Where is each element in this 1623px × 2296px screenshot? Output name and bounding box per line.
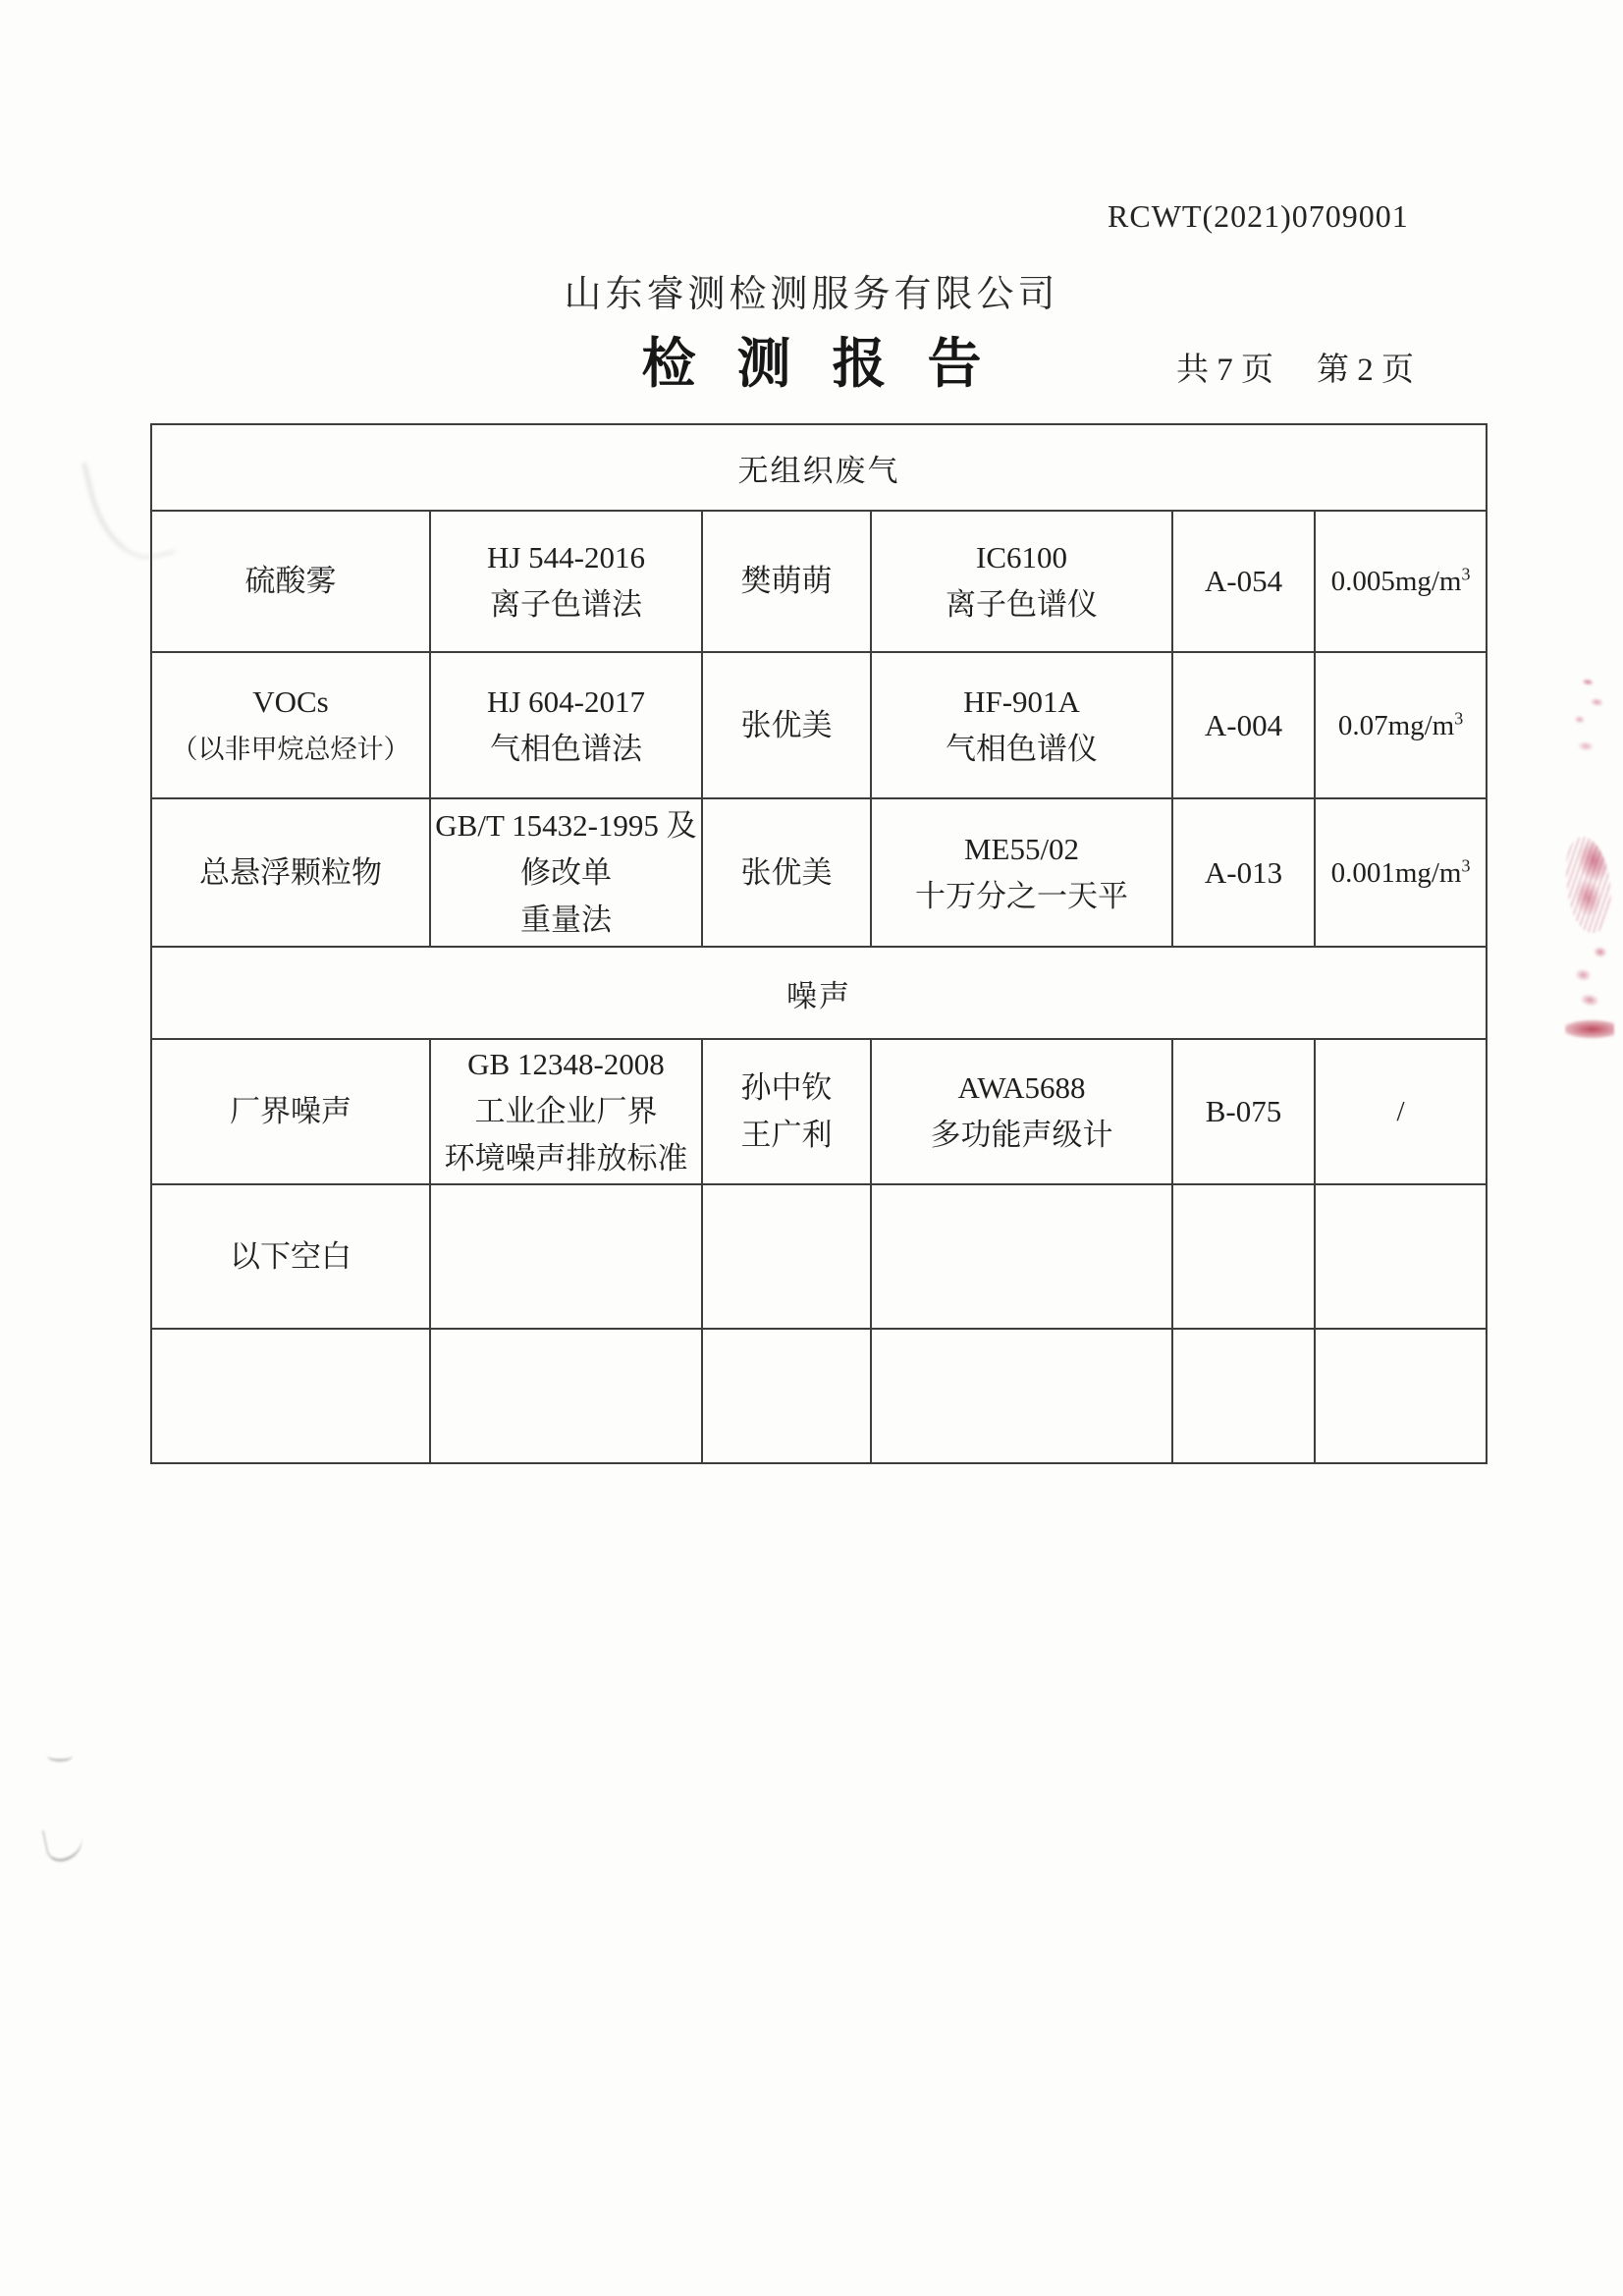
total-pages-label: 共 7 页 — [1176, 353, 1273, 388]
stamp-fragment-icon — [1562, 936, 1616, 1020]
section-label: 噪声 — [151, 947, 1487, 1039]
cell-instrument: AWA5688 多功能声级计 — [871, 1039, 1172, 1184]
cell-method: GB 12348-2008 工业企业厂界 环境噪声排放标准 — [430, 1039, 702, 1184]
cell-item — [151, 1329, 430, 1463]
cell-result — [1315, 1184, 1487, 1329]
cell-instrument-no: B-075 — [1172, 1039, 1315, 1184]
cell-method — [430, 1184, 702, 1329]
table-row — [151, 511, 1487, 652]
cell-instrument-no — [1172, 1184, 1315, 1329]
table-row — [151, 798, 1487, 947]
cell-result: $0.005mg/m^3$ — [1315, 511, 1487, 652]
cell-item: 总悬浮颗粒物 — [151, 798, 430, 947]
cell-item: 以下空白 — [151, 1184, 430, 1329]
cell-item: VOCs （以非甲烷总烃计） — [151, 652, 430, 798]
cell-instrument: ME55/02 十万分之一天平 — [871, 798, 1172, 947]
stamp-fragment-icon — [1562, 835, 1615, 935]
cell-result — [1315, 1329, 1487, 1463]
cell-instrument-no: A-004 — [1172, 652, 1315, 798]
table-row — [151, 1039, 1487, 1184]
current-page-label: 第 2 页 — [1317, 353, 1414, 388]
cell-method — [430, 1329, 702, 1463]
cell-instrument-no: A-013 — [1172, 798, 1315, 947]
report-table — [150, 423, 1488, 1464]
section-row — [151, 424, 1487, 511]
table-row — [151, 1184, 1487, 1329]
cell-item: 硫酸雾 — [151, 511, 430, 652]
cell-instrument-no — [1172, 1329, 1315, 1463]
cell-method: HJ 544-2016 离子色谱法 — [430, 511, 702, 652]
cell-result: $0.001mg/m^3$ — [1315, 798, 1487, 947]
cell-analyst: 孙中钦 王广利 — [702, 1039, 871, 1184]
cell-analyst — [702, 1329, 871, 1463]
pagination — [1176, 344, 1414, 390]
section-row — [151, 947, 1487, 1039]
cell-analyst: 张优美 — [702, 652, 871, 798]
stamp-fragment-icon — [1565, 1017, 1614, 1041]
cell-analyst — [702, 1184, 871, 1329]
scan-mark-bottom-left-1 — [47, 1750, 73, 1762]
table-body — [151, 424, 1487, 1463]
cell-result: $0.07mg/m^3$ — [1315, 652, 1487, 798]
cell-analyst: 樊萌萌 — [702, 511, 871, 652]
cell-instrument-no: A-054 — [1172, 511, 1315, 652]
cell-method: HJ 604-2017 气相色谱法 — [430, 652, 702, 798]
stamp-fragment-icon — [1565, 674, 1612, 764]
scan-mark-bottom-left-2 — [42, 1823, 85, 1864]
report-title: 检测报告 — [641, 333, 1023, 394]
cell-item: 厂界噪声 — [151, 1039, 430, 1184]
cell-method: GB/T 15432-1995 及 修改单 重量法 — [430, 798, 702, 947]
cell-instrument: IC6100 离子色谱仪 — [871, 511, 1172, 652]
cell-result: / — [1315, 1039, 1487, 1184]
report-number: RCWT(2021)0709001 — [1108, 198, 1409, 234]
cell-instrument — [871, 1329, 1172, 1463]
table-row — [151, 1329, 1487, 1463]
table-row — [151, 652, 1487, 798]
cell-instrument — [871, 1184, 1172, 1329]
cell-instrument: HF-901A 气相色谱仪 — [871, 652, 1172, 798]
company-name: 山东睿测检测服务有限公司 — [564, 274, 1059, 315]
cell-analyst: 张优美 — [702, 798, 871, 947]
section-label: 无组织废气 — [151, 424, 1487, 511]
